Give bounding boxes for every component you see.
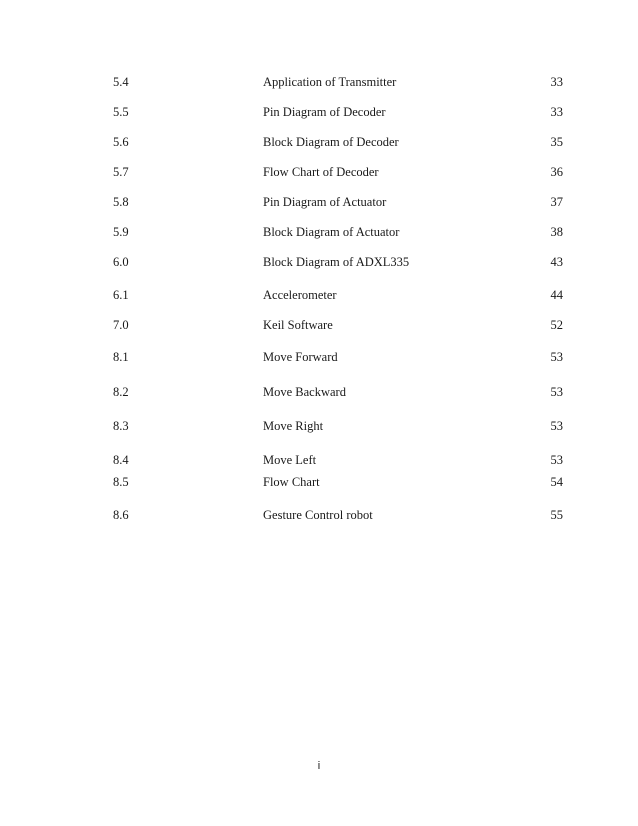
toc-row (0, 382, 638, 402)
toc-row (0, 347, 638, 367)
toc-title: Block Diagram of Actuator (263, 225, 400, 239)
toc-number: 5.4 (113, 75, 129, 89)
page-number: i (317, 760, 321, 772)
toc-page: 37 (550, 195, 563, 209)
toc-page: 55 (550, 508, 563, 522)
toc-page: 54 (550, 475, 563, 489)
toc-page: 33 (550, 105, 563, 119)
toc-number: 5.5 (113, 105, 129, 119)
toc-number: 7.0 (113, 318, 129, 332)
toc-number: 8.3 (113, 419, 129, 433)
toc-number: 6.1 (113, 288, 129, 302)
toc-title: Block Diagram of ADXL335 (263, 255, 410, 269)
toc-page: 35 (550, 135, 563, 149)
toc-number: 5.6 (113, 135, 129, 149)
toc-number: 8.1 (113, 350, 129, 364)
toc-page: 53 (550, 453, 563, 467)
toc-row (0, 132, 638, 152)
toc-title: Flow Chart of Decoder (263, 165, 379, 179)
toc-number: 8.2 (113, 385, 129, 399)
toc-row (0, 192, 638, 212)
toc-number: 8.6 (113, 508, 129, 522)
toc-page: 38 (550, 225, 563, 239)
toc-row (0, 285, 638, 305)
toc-page: 52 (550, 318, 563, 332)
toc-row (0, 416, 638, 436)
toc-number: 8.5 (113, 475, 129, 489)
toc-title: Move Forward (263, 350, 338, 364)
toc-title: Keil Software (263, 318, 333, 332)
toc-number: 6.0 (113, 255, 129, 269)
toc-row (0, 222, 638, 242)
toc-row (0, 252, 638, 272)
toc-title: Pin Diagram of Decoder (263, 105, 386, 119)
toc-title: Flow Chart (263, 475, 320, 489)
toc-number: 8.4 (113, 453, 129, 467)
toc-row (0, 102, 638, 122)
toc-row (0, 72, 638, 92)
toc-page: 33 (550, 75, 563, 89)
toc-number: 5.7 (113, 165, 129, 179)
toc-title: Move Right (263, 419, 324, 433)
toc-title: Application of Transmitter (263, 75, 397, 89)
toc-page: 53 (550, 385, 563, 399)
toc-number: 5.8 (113, 195, 129, 209)
toc-page: 36 (550, 165, 563, 179)
toc-title: Move Backward (263, 385, 346, 399)
toc-title: Move Left (263, 453, 317, 467)
toc-row (0, 450, 638, 470)
toc-title: Gesture Control robot (263, 508, 373, 522)
toc-title: Block Diagram of Decoder (263, 135, 399, 149)
toc-row (0, 505, 638, 525)
toc-title: Pin Diagram of Actuator (263, 195, 387, 209)
toc-page: 53 (550, 350, 563, 364)
toc-row (0, 472, 638, 492)
toc-number: 5.9 (113, 225, 129, 239)
toc-page: 44 (550, 288, 563, 302)
toc-row (0, 315, 638, 335)
toc-row (0, 162, 638, 182)
toc-title: Accelerometer (263, 288, 337, 302)
toc-page: 53 (550, 419, 563, 433)
toc-page: 43 (550, 255, 563, 269)
